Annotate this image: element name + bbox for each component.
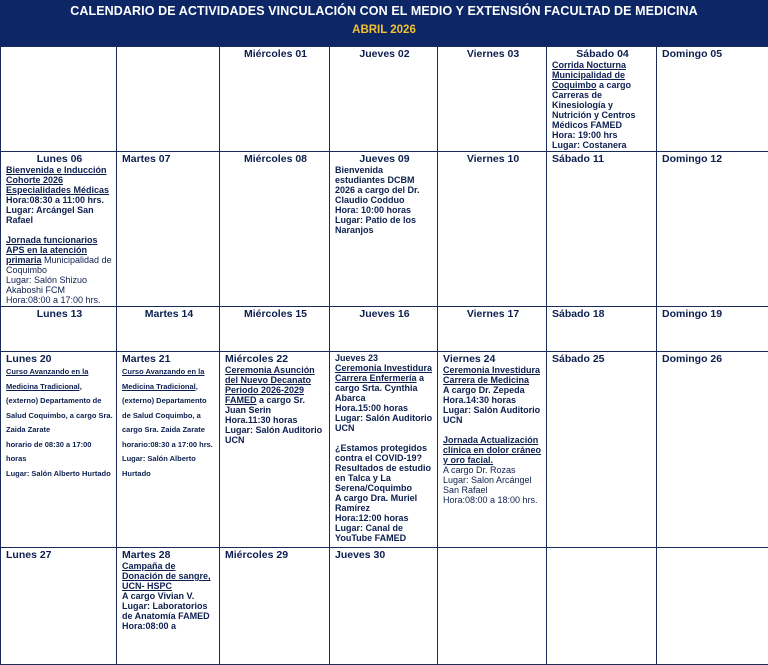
week-row-5 <box>1 548 768 665</box>
event-time: Hora:08:00 a 18:00 hrs. <box>443 495 538 505</box>
day-cell-07 <box>117 152 220 307</box>
event-time: Hora.11:30 horas <box>225 415 298 425</box>
day-header: Sábado 18 <box>552 308 605 320</box>
event-text: Municipalidad de Coquimbo <box>6 255 112 275</box>
day-header: Martes 21 <box>122 353 171 365</box>
day-header: Miércoles 01 <box>243 48 308 60</box>
event-place: Lugar: Salón Alberto Hurtado <box>6 468 111 478</box>
day-header: Sábado 11 <box>552 153 604 165</box>
event-link[interactable]: Ceremonia Investidura Carrera Enfermería <box>335 363 433 383</box>
week-row-3 <box>1 307 768 352</box>
day-header: Martes 28 <box>122 549 171 561</box>
event-place: Lugar: Canal de YouTube FAMED <box>335 523 407 543</box>
event-speaker: A cargo Vivian V. <box>122 591 195 601</box>
day-cell-09 <box>330 152 438 307</box>
day-header: Jueves 16 <box>359 308 410 320</box>
event-speaker: A cargo Dra. Muriel Ramírez <box>335 493 418 513</box>
day-header: Martes 07 <box>122 153 171 165</box>
event-text: a cargo Carreras de Kinesiología y Nutrición y Centros Médicos FAMED <box>552 80 636 130</box>
event-text: (externo) Departamento de Salud Coquimbo, a cargo Sra. Zaida Zarate <box>6 396 113 434</box>
calendar-header <box>0 0 768 46</box>
day-cell-18 <box>547 307 657 352</box>
day-cell-29 <box>220 548 330 665</box>
day-header: Sábado 04 <box>576 48 629 60</box>
event-time: Hora.14:30 horas <box>443 395 517 405</box>
event-ceremonia-decanato <box>225 365 326 415</box>
calendar-title: CALENDARIO DE ACTIVIDADES VINCULACIÓN CON EL MEDIO Y EXTENSIÓN FACULTAD DE MEDICINA <box>70 4 698 18</box>
day-cell-15 <box>220 307 330 352</box>
event-place: Lugar: Salon Arcángel San Rafael <box>443 475 532 495</box>
event-time: Hora:08:00 a <box>122 621 177 631</box>
event-time: Hora:12:00 horas <box>335 513 409 523</box>
day-header: Domingo 19 <box>662 308 723 320</box>
event-place: Lugar: Salón Alberto Hurtado <box>122 454 196 478</box>
day-header: Jueves 30 <box>335 549 386 561</box>
day-cell-empty <box>657 548 768 665</box>
week-row-1 <box>1 47 768 152</box>
day-header: Viernes 24 <box>443 353 496 365</box>
event-place: Lugar: Laboratorios de Anatomía FAMED <box>122 601 210 621</box>
event-text: a cargo Srta. Cynthia Abarca <box>335 373 425 403</box>
event-place: Lugar: Salón Auditorio UCN <box>225 425 323 445</box>
day-cell-05 <box>657 47 768 152</box>
day-cell-06 <box>1 152 117 307</box>
day-cell-24 <box>438 352 547 548</box>
day-cell-25 <box>547 352 657 548</box>
day-cell-02 <box>330 47 438 152</box>
event-text: a cargo Sr. Juan Serin <box>225 395 306 415</box>
day-header: Jueves 02 <box>359 48 410 60</box>
day-cell-13 <box>1 307 117 352</box>
calendar-grid <box>0 46 768 665</box>
day-header: Sábado 25 <box>552 353 605 365</box>
event-link[interactable]: Corrida Nocturna Municipalidad de Coquimbo <box>552 60 627 90</box>
event-speaker: A cargo Dr. Zepeda <box>443 385 525 395</box>
event-time: horario de 08:30 a 17:00 horas <box>6 439 92 463</box>
day-cell-19 <box>657 307 768 352</box>
event-time: horario:08:30 a 17:00 hrs. <box>122 439 213 449</box>
day-cell-11 <box>547 152 657 307</box>
day-cell-20 <box>1 352 117 548</box>
day-header: Miércoles 08 <box>243 153 308 165</box>
day-cell-30 <box>330 548 438 665</box>
day-header: Domingo 05 <box>662 48 723 60</box>
event-place: Lugar: Costanera <box>552 140 627 150</box>
day-cell-26 <box>657 352 768 548</box>
day-cell-04 <box>547 47 657 152</box>
day-header: Lunes 20 <box>6 353 52 365</box>
event-link[interactable]: Bienvenida e Inducción Cohorte 2026 Especialidades Médicas <box>6 165 110 195</box>
event-text: ¿Estamos protegidos contra el COVID-19? Resultados de estudio en Talca y La Serena/Coquimbo <box>335 443 432 493</box>
day-cell-28 <box>117 548 220 665</box>
day-cell-03 <box>438 47 547 152</box>
calendar-month: ABRIL 2026 <box>352 24 416 36</box>
event-link[interactable]: Jornada Actualización clínica en dolor cráneo y oro facial. <box>443 435 542 465</box>
day-header: Lunes 13 <box>36 308 83 320</box>
day-header: Martes 14 <box>144 308 194 320</box>
event-investidura-enfermeria <box>335 363 434 403</box>
day-cell-empty <box>117 47 220 152</box>
day-header: Viernes 17 <box>466 308 520 320</box>
day-cell-23 <box>330 352 438 548</box>
day-cell-empty <box>438 548 547 665</box>
day-header: Lunes 27 <box>6 549 52 561</box>
event-link[interactable]: Campaña de Donación de sangre, UCN- HSPC <box>122 561 211 591</box>
day-cell-01 <box>220 47 330 152</box>
day-header: Jueves 23 <box>335 353 379 363</box>
event-text: Bienvenida estudiantes DCBM 2026 a cargo del Dr. Claudio Codduo <box>335 165 420 205</box>
day-header: Lunes 06 <box>36 153 83 165</box>
day-cell-10 <box>438 152 547 307</box>
day-cell-14 <box>117 307 220 352</box>
event-place: Lugar: Salón Auditorio UCN <box>335 413 433 433</box>
event-link[interactable]: Ceremonia Asunción del Nuevo Decanato Periodo 2026-2029 FAMED <box>225 365 315 405</box>
day-cell-22 <box>220 352 330 548</box>
event-link[interactable]: Curso Avanzando en la Medicina Tradicional, <box>122 367 205 391</box>
event-time: Hora: 19:00 hrs <box>552 130 618 140</box>
day-cell-17 <box>438 307 547 352</box>
day-header: Domingo 26 <box>662 353 723 365</box>
event-time: Hora:08:00 a 17:00 hrs. <box>6 295 101 305</box>
event-time: Hora: 10:00 horas <box>335 205 412 215</box>
day-header: Viernes 03 <box>466 48 520 60</box>
event-place: Lugar: Salón Shizuo Akaboshi FCM <box>6 275 88 295</box>
event-place: Lugar: Arcángel San Rafael <box>6 205 94 225</box>
event-speaker: A cargo Dr. Rozas <box>443 465 516 475</box>
day-header: Miércoles 15 <box>243 308 308 320</box>
event-link[interactable]: Ceremonia Investidura Carrera de Medicina <box>443 365 541 385</box>
week-row-2 <box>1 152 768 307</box>
event-time: Hora.15:00 horas <box>335 403 409 413</box>
day-header: Viernes 10 <box>466 153 520 165</box>
week-row-4 <box>1 352 768 548</box>
event-place: Lugar: Patio de los Naranjos <box>335 215 417 235</box>
day-cell-12 <box>657 152 768 307</box>
day-cell-16 <box>330 307 438 352</box>
day-cell-27 <box>1 548 117 665</box>
event-time: Hora:08:30 a 11:00 hrs. <box>6 195 105 205</box>
day-cell-21 <box>117 352 220 548</box>
event-jornada-aps <box>6 235 113 275</box>
event-text: (externo) Departamento de Salud Coquimbo, a cargo Sra. Zaida Zarate <box>122 396 207 434</box>
day-cell-empty <box>547 548 657 665</box>
event-link[interactable]: Jornada funcionarios APS en la atención primaria <box>6 235 98 265</box>
day-cell-08 <box>220 152 330 307</box>
event-place: Lugar: Salón Auditorio UCN <box>443 405 541 425</box>
day-header: Jueves 09 <box>359 153 410 165</box>
day-header: Domingo 12 <box>662 153 723 165</box>
day-cell-empty <box>1 47 117 152</box>
event-link[interactable]: Curso Avanzando en la Medicina Tradicional, <box>6 367 89 391</box>
day-header: Miércoles 22 <box>225 353 289 365</box>
day-header: Miércoles 29 <box>225 549 289 561</box>
event-corrida-nocturna <box>552 60 653 130</box>
